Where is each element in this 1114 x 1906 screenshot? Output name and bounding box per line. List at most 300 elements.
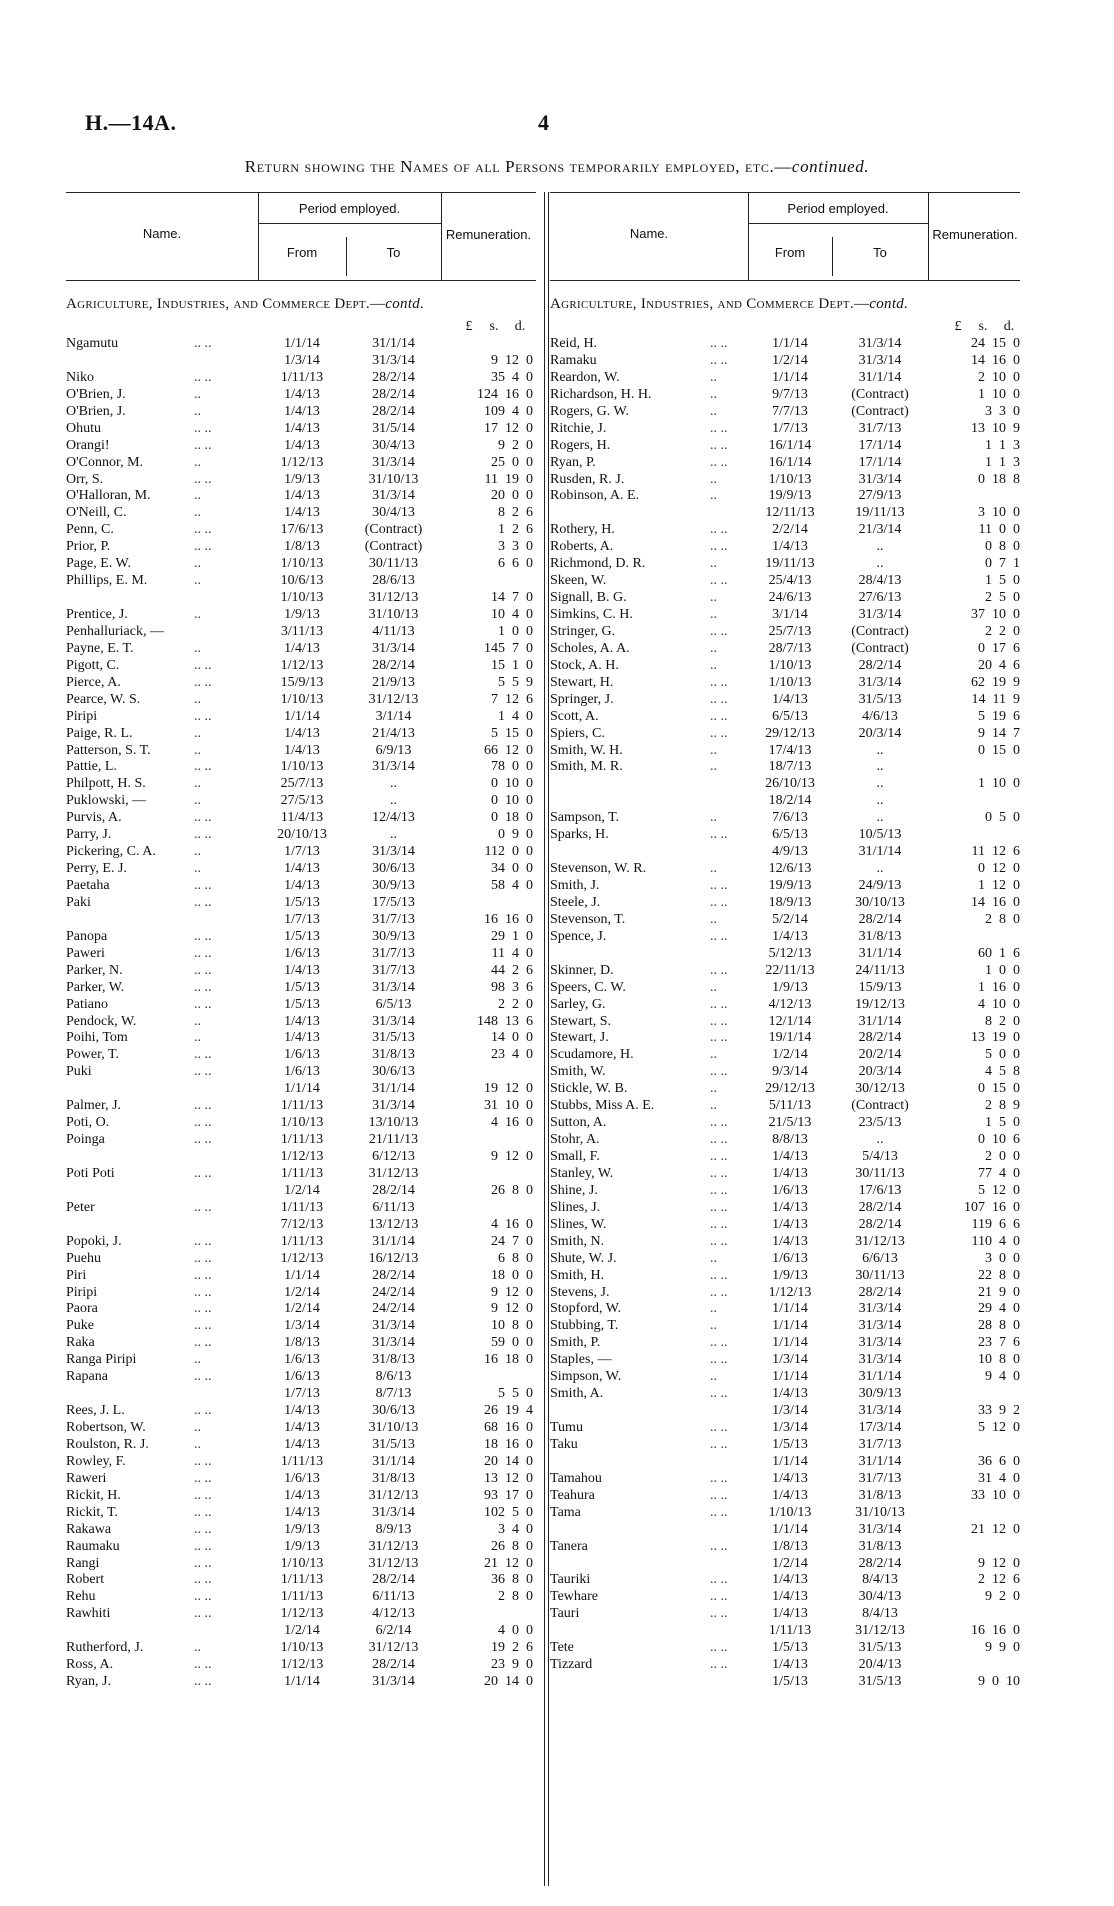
row-name: Smith, W. <box>550 1064 606 1080</box>
row-from-date: 1/12/13 <box>768 1284 812 1300</box>
row-amount: 9 9 0 <box>985 1640 1020 1656</box>
row-name: Ross, A. <box>66 1657 114 1673</box>
table-row <box>66 792 536 809</box>
table-row <box>550 1351 1020 1368</box>
row-amount: 58 4 0 <box>491 878 533 893</box>
row-from-date: 8/8/13 <box>772 1132 808 1148</box>
row-to-date: 30/12/13 <box>855 1081 905 1097</box>
table-row <box>550 1571 1020 1588</box>
row-amount: 98 3 6 <box>491 979 533 995</box>
table-row <box>550 1504 1020 1521</box>
row-leader-dots: .. .. <box>710 1352 728 1368</box>
row-amount: 0 18 0 <box>491 810 533 826</box>
row-to-date: 31/12/13 <box>368 1538 419 1554</box>
table-row <box>550 471 1020 488</box>
row-leader-dots: .. .. <box>194 996 212 1012</box>
row-name: Paige, R. L. <box>66 725 133 741</box>
row-to-date: 20/2/14 <box>858 1047 902 1063</box>
row-from-date: 19/1/14 <box>768 1030 812 1046</box>
row-leader-dots: .. .. <box>710 437 728 453</box>
from-header: From <box>286 245 318 260</box>
row-to-date: 28/2/14 <box>858 1284 902 1300</box>
row-to-date: 31/3/14 <box>372 1674 415 1690</box>
row-to-date: 24/2/14 <box>372 1301 415 1317</box>
table-row <box>66 742 536 759</box>
row-from-date: 17/6/13 <box>280 522 324 538</box>
row-amount: 9 12 0 <box>491 1301 533 1317</box>
row-name: Tewhare <box>550 1589 598 1605</box>
row-name: Simpson, W. <box>550 1369 622 1385</box>
row-leader-dots: .. <box>710 640 717 656</box>
row-amount: 34 0 0 <box>491 861 533 877</box>
row-to-date: (Contract) <box>851 403 909 419</box>
row-amount: 0 9 0 <box>498 827 533 843</box>
table-row <box>66 1097 536 1114</box>
table-row <box>66 1148 536 1165</box>
row-amount: 36 8 0 <box>491 1572 533 1588</box>
row-from-date: 1/10/13 <box>768 1504 812 1520</box>
row-to-date: 31/1/14 <box>858 844 902 860</box>
row-amount: 14 7 0 <box>491 590 533 606</box>
row-name: Orr, S. <box>66 471 104 487</box>
row-to-date: 31/3/14 <box>372 640 415 656</box>
row-leader-dots: .. .. <box>194 1165 212 1181</box>
row-to-date: 28/2/14 <box>858 1555 902 1571</box>
row-to-date: 31/1/14 <box>858 1369 902 1385</box>
row-from-date: 1/4/13 <box>772 1165 808 1181</box>
row-amount: 14 0 0 <box>491 1030 533 1046</box>
section-main: Agriculture, Industries, and Commerce Dept.— <box>66 296 386 312</box>
row-amount: 2 12 6 <box>978 1572 1020 1588</box>
row-to-date: 31/3/14 <box>858 471 902 487</box>
table-row <box>550 1402 1020 1419</box>
row-amount: 0 5 0 <box>985 810 1020 826</box>
row-from-date: 1/9/13 <box>772 979 808 995</box>
row-name: Poihi, Tom <box>66 1030 128 1046</box>
row-leader-dots: .. .. <box>194 962 212 978</box>
table-row <box>66 1351 536 1368</box>
row-name: Power, T. <box>66 1047 119 1063</box>
row-to-date: 21/3/14 <box>858 522 902 538</box>
row-from-date: 1/4/13 <box>772 1589 808 1605</box>
table-row <box>66 454 536 471</box>
row-name: Ngamutu <box>66 336 119 351</box>
table-row <box>66 1334 536 1351</box>
row-to-date: 8/4/13 <box>862 1606 898 1622</box>
row-from-date: 1/6/13 <box>284 1047 320 1063</box>
row-from-date: 1/9/13 <box>284 607 320 622</box>
row-name: Smith, N. <box>550 1233 605 1249</box>
row-leader-dots: .. <box>710 742 717 758</box>
row-to-date: 31/3/14 <box>372 352 415 368</box>
row-from-date: 1/11/13 <box>280 369 324 385</box>
table-row <box>66 420 536 437</box>
row-name: Ryan, P. <box>550 454 596 470</box>
row-from-date: 1/1/14 <box>772 1301 808 1317</box>
row-from-date: 1/4/13 <box>772 1487 808 1503</box>
row-to-date: 31/5/13 <box>858 1674 902 1690</box>
table-row <box>66 1419 536 1436</box>
table-row <box>550 487 1020 504</box>
row-from-date: 1/2/14 <box>772 1555 808 1571</box>
table-row <box>66 996 536 1013</box>
row-leader-dots: .. .. <box>194 1589 212 1605</box>
table-row <box>66 708 536 725</box>
row-from-date: 1/8/13 <box>284 539 320 555</box>
table-row <box>550 504 1020 521</box>
row-amount: 10 8 0 <box>978 1352 1020 1368</box>
table-row <box>550 911 1020 928</box>
table-row <box>66 437 536 454</box>
row-amount: 4 16 0 <box>491 1216 533 1232</box>
row-from-date: 1/2/14 <box>284 1182 320 1198</box>
row-leader-dots: .. .. <box>194 894 212 910</box>
row-leader-dots: .. <box>194 505 201 521</box>
row-amount: 3 10 0 <box>978 505 1020 521</box>
row-name: Purvis, A. <box>66 810 122 826</box>
row-name: Parker, W. <box>66 979 125 995</box>
row-leader-dots: .. <box>194 573 201 589</box>
row-from-date: 4/12/13 <box>768 996 812 1012</box>
row-leader-dots: .. .. <box>194 1098 212 1114</box>
row-amount: 0 7 1 <box>985 556 1020 572</box>
row-from-date: 1/10/13 <box>280 590 324 606</box>
row-to-date: (Contract) <box>851 640 909 656</box>
table-row <box>550 1216 1020 1233</box>
table-row <box>66 403 536 420</box>
row-name: Peter <box>66 1199 95 1215</box>
row-from-date: 29/12/13 <box>765 725 815 741</box>
name-header: Name. <box>629 226 669 241</box>
row-name: Puehu <box>66 1250 101 1266</box>
row-amount: 6 6 0 <box>498 556 533 572</box>
row-name: Richmond, D. R. <box>550 556 646 572</box>
row-to-date: 31/7/13 <box>372 962 415 978</box>
row-amount: 16 16 0 <box>971 1623 1020 1639</box>
row-to-date: 31/1/14 <box>372 336 415 351</box>
row-name: Stevens, J. <box>550 1284 610 1300</box>
row-leader-dots: .. <box>194 691 201 707</box>
row-name: Pearce, W. S. <box>66 691 141 707</box>
row-to-date: 31/3/14 <box>372 1504 415 1520</box>
table-row <box>550 437 1020 454</box>
row-leader-dots: .. .. <box>710 1132 728 1148</box>
row-name: Simkins, C. H. <box>550 607 633 622</box>
row-from-date: 1/10/13 <box>280 556 324 572</box>
row-to-date: .. <box>876 776 884 792</box>
row-from-date: 1/4/13 <box>284 1403 320 1419</box>
row-leader-dots: .. <box>710 386 717 402</box>
row-name: Tumu <box>550 1420 583 1435</box>
row-name: Puklowski, — <box>66 793 147 809</box>
row-from-date: 1/4/13 <box>284 878 320 893</box>
row-from-date: 1/5/13 <box>772 1640 808 1656</box>
row-to-date: 31/12/13 <box>368 691 419 707</box>
row-from-date: 1/3/14 <box>284 1318 320 1334</box>
row-amount: 2 8 0 <box>498 1589 533 1605</box>
table-row <box>66 775 536 792</box>
row-amount: 0 18 8 <box>978 471 1020 487</box>
table-row <box>550 420 1020 437</box>
row-to-date: 27/9/13 <box>858 488 902 504</box>
row-from-date: 4/9/13 <box>772 844 808 860</box>
row-from-date: 1/6/13 <box>284 945 320 961</box>
page-number: 4 <box>538 110 549 135</box>
row-name: Paora <box>66 1301 98 1317</box>
row-from-date: 1/5/13 <box>284 979 320 995</box>
row-from-date: 1/6/13 <box>284 1369 320 1385</box>
row-to-date: 31/3/14 <box>858 607 902 622</box>
row-to-date: .. <box>876 539 884 555</box>
row-leader-dots: .. <box>710 911 717 927</box>
row-leader-dots: .. .. <box>710 1657 728 1673</box>
row-name: Puki <box>66 1064 92 1080</box>
section-title <box>550 296 1020 313</box>
row-to-date: 6/5/13 <box>375 996 412 1012</box>
table-row <box>66 1639 536 1656</box>
row-from-date: 1/12/13 <box>280 454 324 470</box>
row-from-date: 1/4/13 <box>772 539 808 555</box>
row-name: Stevenson, T. <box>550 911 626 927</box>
row-to-date: 28/2/14 <box>372 1182 415 1198</box>
row-amount: 68 16 0 <box>484 1420 533 1435</box>
row-from-date: 1/4/13 <box>772 691 808 707</box>
row-to-date: 31/7/13 <box>858 1436 902 1452</box>
row-to-date: 31/3/14 <box>858 1301 902 1317</box>
column-separator <box>548 192 549 1886</box>
row-name: Stanley, W. <box>550 1165 614 1181</box>
row-to-date: 6/11/13 <box>372 1199 415 1215</box>
row-from-date: 1/10/13 <box>280 759 324 775</box>
row-from-date: 19/9/13 <box>768 878 812 893</box>
row-to-date: 31/1/14 <box>858 945 902 961</box>
row-to-date: 31/12/13 <box>368 1487 419 1503</box>
row-amount: 20 14 0 <box>484 1674 533 1690</box>
row-from-date: 1/3/14 <box>284 352 320 368</box>
row-to-date: 31/10/13 <box>368 607 419 622</box>
table-row <box>550 1334 1020 1351</box>
row-leader-dots: .. <box>710 1047 717 1063</box>
row-from-date: 1/1/14 <box>284 336 320 351</box>
right-rows <box>550 335 1020 1690</box>
row-amount: 26 8 0 <box>491 1538 533 1554</box>
table-row <box>550 1114 1020 1131</box>
table-row <box>550 1097 1020 1114</box>
row-amount: 1 0 0 <box>498 623 533 639</box>
row-from-date: 1/4/13 <box>284 420 320 436</box>
table-row <box>66 979 536 996</box>
table-row <box>66 843 536 860</box>
table-row <box>66 352 536 369</box>
row-amount: 20 4 6 <box>978 657 1020 673</box>
row-amount: 109 4 0 <box>484 403 533 419</box>
row-name: Ranga Piripi <box>66 1352 137 1368</box>
row-to-date: 24/11/13 <box>855 962 905 978</box>
table-row <box>550 1521 1020 1538</box>
table-row <box>66 1521 536 1538</box>
row-from-date: 24/6/13 <box>768 590 812 606</box>
row-from-date: 1/4/13 <box>284 1420 320 1435</box>
row-name: O'Connor, M. <box>66 454 144 470</box>
row-amount: 13 12 0 <box>484 1470 533 1486</box>
row-to-date: 31/5/13 <box>858 691 902 707</box>
name-header: Name. <box>142 226 182 241</box>
row-from-date: 1/1/14 <box>772 1335 808 1351</box>
row-to-date: (Contract) <box>851 623 909 639</box>
table-row <box>550 1538 1020 1555</box>
row-from-date: 1/12/13 <box>280 657 324 673</box>
row-amount: 10 8 0 <box>491 1318 533 1334</box>
row-amount: 8 2 0 <box>985 1013 1020 1029</box>
table-row <box>550 1013 1020 1030</box>
row-leader-dots: .. .. <box>194 1233 212 1249</box>
from-header: From <box>774 245 806 260</box>
row-amount: 0 15 0 <box>978 1081 1020 1097</box>
row-from-date: 3/11/13 <box>280 623 324 639</box>
row-from-date: 1/11/13 <box>768 1623 812 1639</box>
row-amount: 60 1 6 <box>978 945 1020 961</box>
row-leader-dots: .. .. <box>194 1453 212 1469</box>
row-to-date: 27/6/13 <box>858 590 902 606</box>
row-name: Tauriki <box>550 1572 591 1588</box>
row-leader-dots: .. <box>710 369 717 385</box>
row-name: Staples, — <box>550 1352 612 1368</box>
table-row <box>66 1453 536 1470</box>
row-leader-dots: .. <box>194 1013 201 1029</box>
row-amount: 9 2 0 <box>985 1589 1020 1605</box>
table-row <box>550 860 1020 877</box>
row-to-date: 28/2/14 <box>858 1216 902 1232</box>
row-name: Ryan, J. <box>66 1674 111 1690</box>
row-leader-dots: .. <box>194 844 201 860</box>
table-row <box>66 555 536 572</box>
row-to-date: 31/3/14 <box>858 1403 902 1419</box>
row-name: Popoki, J. <box>66 1233 122 1249</box>
row-amount: 2 2 0 <box>985 623 1020 639</box>
row-from-date: 7/12/13 <box>280 1216 324 1232</box>
row-to-date: 31/3/14 <box>858 336 902 351</box>
row-leader-dots: .. .. <box>710 1335 728 1351</box>
row-leader-dots: .. <box>194 607 201 622</box>
row-amount: 2 8 9 <box>985 1098 1020 1114</box>
row-from-date: 1/4/13 <box>284 1030 320 1046</box>
row-name: Reid, H. <box>550 336 598 351</box>
table-row <box>66 758 536 775</box>
table-row <box>66 504 536 521</box>
row-amount: 9 0 10 <box>978 1674 1020 1690</box>
row-from-date: 1/10/13 <box>768 674 812 690</box>
row-amount: 14 16 0 <box>971 894 1020 910</box>
row-from-date: 1/5/13 <box>772 1436 808 1452</box>
row-from-date: 19/11/13 <box>765 556 815 572</box>
row-to-date: 4/12/13 <box>372 1606 415 1622</box>
table-row <box>66 369 536 386</box>
row-to-date: 4/6/13 <box>862 708 898 724</box>
table-row <box>66 1673 536 1690</box>
row-to-date: 30/4/13 <box>372 437 415 453</box>
row-from-date: 1/6/13 <box>772 1182 808 1198</box>
row-leader-dots: .. .. <box>194 1487 212 1503</box>
period-header: Period employed. <box>298 201 401 216</box>
table-row <box>66 1538 536 1555</box>
row-from-date: 1/4/13 <box>284 505 320 521</box>
table-row <box>550 1317 1020 1334</box>
row-to-date: 12/4/13 <box>372 810 415 826</box>
row-amount: 9 12 0 <box>491 352 533 368</box>
table-row <box>550 877 1020 894</box>
table-row <box>550 1436 1020 1453</box>
row-from-date: 1/11/13 <box>280 1572 324 1588</box>
table-row <box>550 1046 1020 1063</box>
row-leader-dots: .. <box>194 776 201 792</box>
row-from-date: 1/3/14 <box>772 1403 808 1419</box>
row-name: Rusden, R. J. <box>550 471 625 487</box>
table-row <box>550 1453 1020 1470</box>
row-leader-dots: .. .. <box>194 1606 212 1622</box>
row-to-date: 24/9/13 <box>858 878 902 893</box>
table-row <box>550 454 1020 471</box>
row-leader-dots: .. .. <box>710 539 728 555</box>
row-amount: 31 10 0 <box>484 1098 533 1114</box>
row-name: O'Halloran, M. <box>66 488 151 504</box>
table-row <box>550 1555 1020 1572</box>
row-amount: 19 2 6 <box>491 1640 533 1656</box>
row-amount: 9 2 0 <box>498 437 533 453</box>
table-row <box>66 1267 536 1284</box>
row-leader-dots: .. .. <box>710 1030 728 1046</box>
table-row <box>550 403 1020 420</box>
row-leader-dots: .. .. <box>710 725 728 741</box>
row-leader-dots: .. .. <box>194 539 212 555</box>
row-from-date: 1/4/13 <box>284 742 320 758</box>
left-column-block <box>66 192 536 1690</box>
table-row <box>66 487 536 504</box>
row-from-date: 1/8/13 <box>772 1538 808 1554</box>
table-row <box>550 369 1020 386</box>
row-name: Rickit, H. <box>66 1487 121 1503</box>
row-leader-dots: .. .. <box>194 1318 212 1334</box>
row-from-date: 11/4/13 <box>280 810 324 826</box>
row-amount: 15 1 0 <box>491 657 533 673</box>
row-to-date: 20/4/13 <box>858 1657 902 1673</box>
row-name: Pendock, W. <box>66 1013 137 1029</box>
row-to-date: 28/2/14 <box>372 386 415 402</box>
row-leader-dots: .. <box>710 979 717 995</box>
row-from-date: 1/1/14 <box>772 1318 808 1334</box>
row-to-date: 30/6/13 <box>372 1403 415 1419</box>
row-leader-dots: .. .. <box>710 1436 728 1452</box>
row-from-date: 1/7/13 <box>284 911 320 927</box>
row-to-date: 31/1/14 <box>858 1453 902 1469</box>
row-to-date: 15/9/13 <box>858 979 902 995</box>
row-from-date: 1/11/13 <box>280 1132 324 1148</box>
row-amount: 5 5 0 <box>498 1386 533 1402</box>
row-from-date: 1/2/14 <box>284 1623 320 1639</box>
row-leader-dots: .. .. <box>710 1165 728 1181</box>
row-name: Scott, A. <box>550 708 599 724</box>
row-leader-dots: .. .. <box>710 878 728 893</box>
table-row <box>66 1622 536 1639</box>
row-name: Rickit, T. <box>66 1504 118 1520</box>
row-amount: 1 12 0 <box>978 878 1020 893</box>
row-name: Steele, J. <box>550 894 601 910</box>
row-leader-dots: .. .. <box>194 810 212 826</box>
row-amount: 18 16 0 <box>484 1436 533 1452</box>
row-leader-dots: .. .. <box>710 1284 728 1300</box>
row-amount: 22 8 0 <box>978 1267 1020 1283</box>
row-amount: 3 4 0 <box>498 1521 533 1537</box>
row-from-date: 1/4/13 <box>284 962 320 978</box>
